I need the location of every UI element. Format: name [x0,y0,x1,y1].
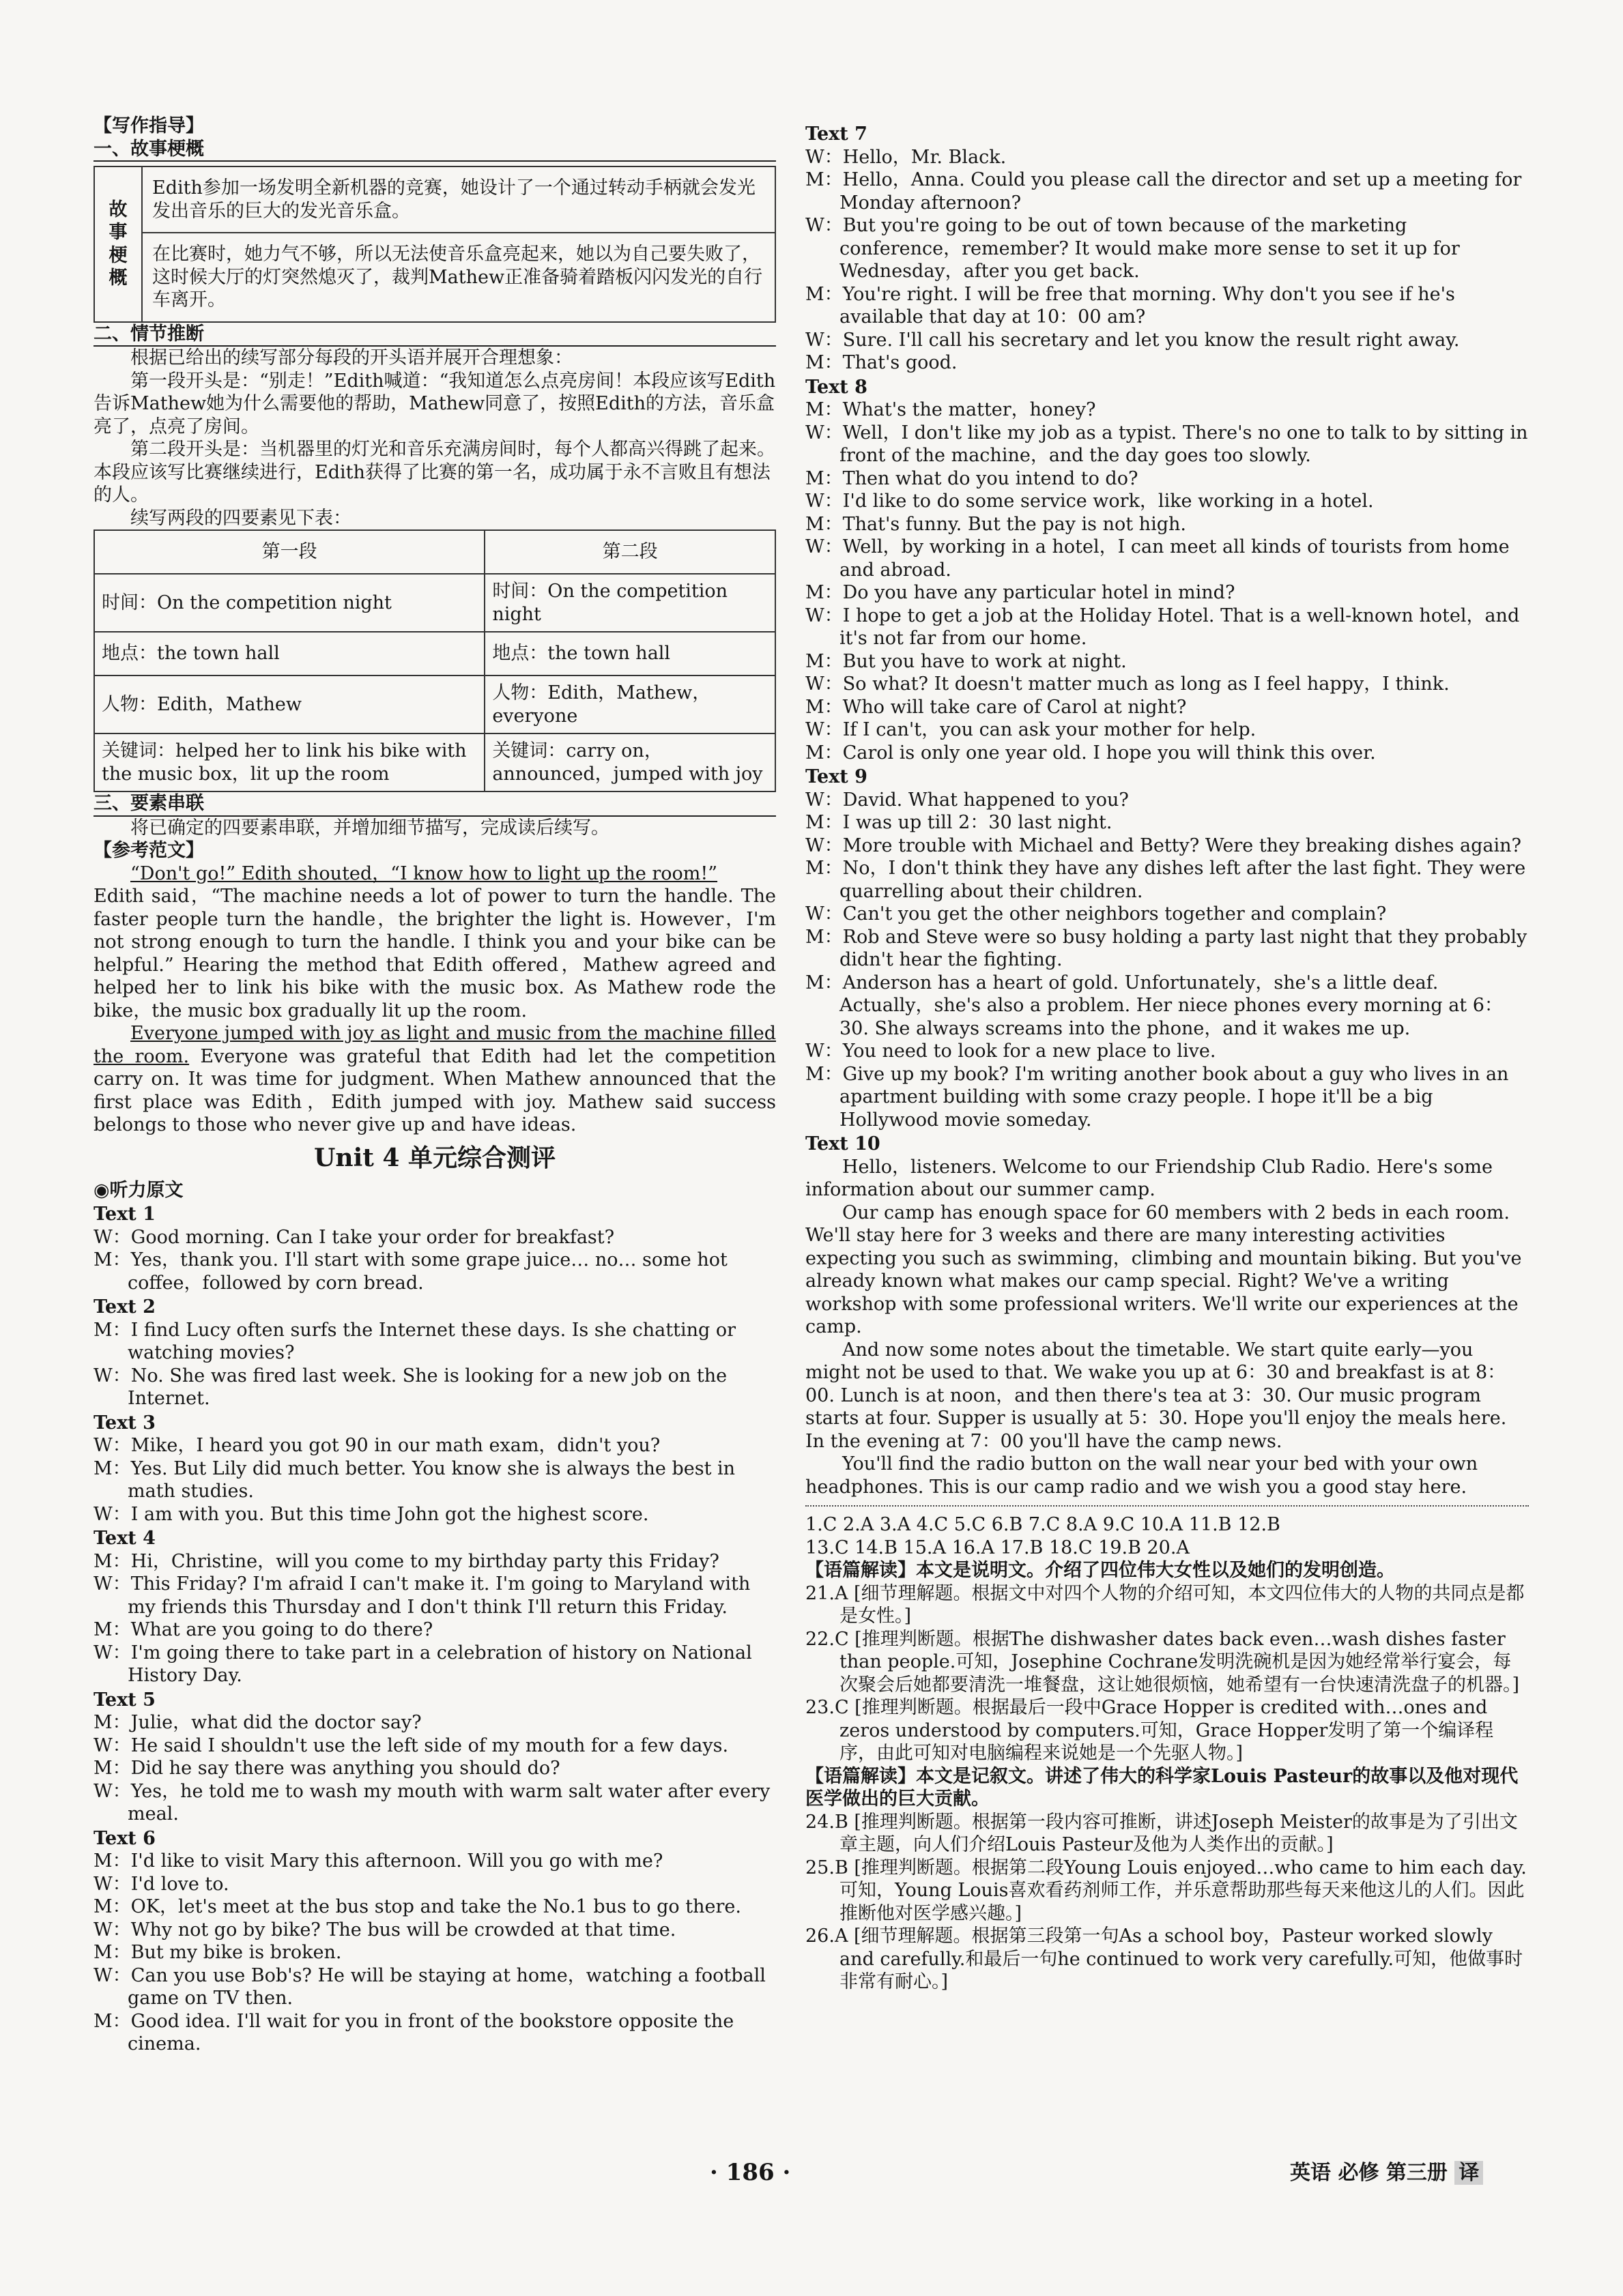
section-combine-heading: 三、要素串联 [94,792,776,817]
book-label [1290,2162,1483,2185]
elements-cell: 时间：On the competition night [485,574,775,632]
dialogue-line: W：Can you use Bob's? He will be staying at home，watching a football game on TV then. [94,1964,766,2009]
dialogue-line: M：I find Lucy often surfs the Internet these days. Is she chatting or watching movies? [94,1319,736,1363]
edition-badge: 译 [1454,2161,1483,2185]
sample-para-1: Edith said，“The machine needs a lot of power to turn the handle. The faster people turn the handle，the brighter the light is. However，I'm not strong enough to turn the handle. I think you and your bike can be helpful.” Hearing the method that Edith offered，Mathew agreed and helped her to link his bike with the music box. As Mathew rode the bike，the music box gradually lit up the room. [94,886,776,1021]
dialogue-line: M：Yes. But Lily did much better. You know she is always the best in math studies. [94,1457,736,1502]
analysis-2-text: 本文是记叙文。讲述了伟大的科学家Louis Pasteur的故事以及他对现代医学做出的巨大贡献。 [805,1765,1519,1810]
listening-text-title: Text 1 [94,1204,156,1225]
dialogue-line: W：He said I shouldn't use the left side of my mouth for a few days. [94,1734,729,1756]
dialogue-line: M：What's the matter，honey? [805,399,1096,420]
dialogue-line: M：Rob and Steve were so busy holding a party last night that they probably didn't hear the fighting. [805,926,1527,970]
listening-texts-left [94,1203,776,2056]
text10-title: Text 10 [805,1133,880,1154]
combine-para: 将已确定的四要素串联，并增加细节描写，完成读后续写。 [130,817,609,839]
dialogue-line: M：What are you going to do there? [94,1619,433,1640]
dialogue-line: W：Why not go by bike? The bus will be crowded at that time. [94,1919,676,1941]
text10-paragraph: Our camp has enough space for 60 members with 2 beds in each room. We'll stay here for 3 weeks and there are many interesting activities expecting you such as swimming，climbing and mountain biking. But you've already known what makes our camp special. Right? We've a writing workshop with some professional writers. We'll write our experiences at the camp. [805,1202,1522,1337]
answers-line-2: 13.C 14.B 15.A 16.A 17.B 18.C 19.B 20.A [805,1537,1190,1558]
dialogue-line: M：Yes，thank you. I'll start with some grape juice… no… some hot coffee，followed by corn bread. [94,1249,728,1294]
sample-para-1-start [94,862,776,886]
dialogue-line: W：But you're going to be out of town because of the marketing conference，remember? It would make more sense to set it up for Wednesday，after you get back. [805,215,1460,282]
analysis-1 [805,1559,1529,1582]
dialogue-line: W：I'd love to. [94,1873,229,1895]
elements-cell: 关键词：helped her to link his bike with the music box，lit up the room [94,733,485,791]
listening-text-title: Text 5 [94,1689,156,1711]
text10-body [805,1156,1529,1499]
sample-underlined-1: “Don't go!” Edith shouted，“I know how to light up the room!” [130,862,718,884]
elements-cell: 人物：Edith，Mathew，everyone [485,675,775,733]
listening-text-title: Text 6 [94,1827,156,1849]
elements-head-1: 第一段 [94,530,485,574]
text10-paragraph: You'll find the radio button on the wall near your bed with your own headphones. This is our camp radio and we wish you a good stay here. [805,1453,1478,1498]
answer-26: 26.A [细节理解题。根据第三段第一句As a school boy，Pasteur worked slowly and carefully.和最后一句he continued to work very carefully.可知，他做事时非常有耐心。] [805,1926,1523,1992]
left-column [94,115,776,2056]
dialogue-line: W：So what? It doesn't matter much as long as I feel happy，I think. [805,673,1450,695]
sample-para-2 [94,1022,776,1137]
dialogue-line: M：Hello，Anna. Could you please call the director and set up a meeting for Monday afternoon? [805,169,1522,214]
listening-heading: ◉听力原文 [94,1179,184,1201]
dialogue-line: M：OK，let's meet at the bus stop and take the No.1 bus to go there. [94,1896,741,1917]
dialogue-line: M：That's funny. But the pay is not high. [805,513,1186,535]
section-story-heading: 一、故事梗概 [94,138,776,162]
dialogue-line: W：I hope to get a job at the Holiday Hotel. That is a well-known hotel，and it's not far from our home. [805,605,1520,649]
text10-paragraph: And now some notes about the timetable. We start quite early—you might not be used to that. We wake you up at 6：30 and breakfast is at 8：00. Lunch is at noon，and then there's tea at 3：30. Our music program starts at four. Supper is usually at 5：30. Hope you'll enjoy the meals here. In the evening at 7：00 you'll have the camp news. [805,1339,1507,1452]
dialogue-line: M：But you have to work at night. [805,650,1127,672]
dialogue-line: M：Who will take care of Carol at night? [805,696,1187,718]
dialogue-line: W：Good morning. Can I take your order for breakfast? [94,1226,615,1248]
dialogue-line: W：This Friday? I'm afraid I can't make it. I'm going to Maryland with my friends this Thursday and I don't think I'll return this Friday. [94,1573,751,1618]
story-cell-1: Edith参加一场发明全新机器的竞赛，她设计了一个通过转动手柄就会发光发出音乐的巨大的发光音乐盒。 [142,166,775,233]
listening-text-title: Text 7 [805,123,867,145]
dotted-divider [805,1505,1529,1507]
plot-intro: 根据已给出的续写部分每段的开头语并展开合理想象： [130,347,573,368]
dialogue-line: M：Anderson has a heart of gold. Unfortunately，she's a little deaf. Actually，she's also a problem. Her niece phones every morning at 6：30. She always screams into the phone，and it wakes me up. [805,972,1503,1039]
dialogue-line: M：Did he say there was anything you should do? [94,1758,560,1779]
elements-cell: 时间：On the competition night [94,574,485,632]
dialogue-line: W：More trouble with Michael and Betty? Were they breaking dishes again? [805,834,1521,856]
answers-line-1: 1.C 2.A 3.A 4.C 5.C 6.B 7.C 8.A 9.C 10.A 11.B 12.B [805,1514,1280,1535]
dialogue-line: W：I'm going there to take part in a celebration of history on National History Day. [94,1642,752,1686]
answer-22: 22.C [推理判断题。根据The dishwasher dates back even…wash dishes faster than people.可知，Josephine Cochrane发明洗碗机是因为她经常举行宴会，每次聚会后她都要清洗一堆餐盘，这让她很烦恼，她希望有一台快速清洗盘子的机器。] [805,1628,1520,1696]
dialogue-line: W：You need to look for a new place to live. [805,1041,1216,1062]
dialogue-line: W：I'd like to do some service work，like working in a hotel. [805,491,1374,512]
answer-21: 21.A [细节理解题。根据文中对四个人物的介绍可知，本文四位伟大的人物的共同点是都是女性。] [805,1582,1525,1627]
listening-text-title: Text 4 [94,1528,156,1549]
book-title: 英语 必修 第三册 [1290,2161,1448,2185]
listening-text-title: Text 3 [94,1412,156,1434]
dialogue-line: W：Hello，Mr. Black. [805,146,1007,168]
listening-text-title: Text 2 [94,1296,156,1318]
elements-head-2: 第二段 [485,530,775,574]
elements-cell: 人物：Edith，Mathew [94,675,485,733]
sample-underlined-2: Everyone jumped with joy as light and music from the machine filled the room. [94,1023,776,1067]
analysis-2-tag: 【语篇解读】 [805,1765,916,1787]
listening-texts-right [805,123,1529,1131]
dialogue-line: W：No. She was fired last week. She is looking for a new job on the Internet. [94,1365,728,1409]
dialogue-line: M：But my bike is broken. [94,1942,342,1963]
analysis-2 [805,1765,1529,1811]
dialogue-line: W：I am with you. But this time John got the highest score. [94,1503,649,1525]
elements-cell: 地点：the town hall [94,632,485,675]
page-number: · 186 · [710,2159,791,2186]
sample-essay-tag: 【参考范文】 [94,840,204,861]
elements-cell: 地点：the town hall [485,632,775,675]
section-plot-heading: 二、情节推断 [94,323,776,347]
dialogue-line: M：I'd like to visit Mary this afternoon. Will you go with me? [94,1850,663,1872]
dialogue-line: M：I was up till 2：30 last night. [805,812,1112,833]
dialogue-line: W：Sure. I'll call his secretary and let you know the result right away. [805,329,1460,351]
dialogue-line: M：You're right. I will be free that morning. Why don't you see if he's available that day at 10：00 am? [805,283,1455,328]
story-cell-2: 在比赛时，她力气不够，所以无法使音乐盒亮起来，她以为自己要失败了，这时候大厅的灯突然熄灭了，裁判Mathew正准备骑着踏板闪闪发光的自行车离开。 [142,233,775,322]
dialogue-line: M：Do you have any particular hotel in mind? [805,582,1235,603]
story-label: 故事梗概 [94,166,142,322]
plot-para-1: 第一段开头是：“别走！”Edith喊道：“我知道怎么点亮房间！本段应该写Edith告诉Mathew她为什么需要他的帮助，Mathew同意了，按照Edith的方法，音乐盒亮了，点亮了房间。 [94,370,776,437]
answer-23: 23.C [推理判断题。根据最后一段中Grace Hopper is credited with…ones and zeros understood by computers.可知，Grace Hopper发明了第一个编译程序，由此可知对电脑编程来说她是一个先驱人物。] [805,1697,1494,1764]
dialogue-line: M：That's good. [805,352,958,373]
writing-guide-tag: 【写作指导】 [94,115,204,136]
dialogue-line: M：Julie，what did the doctor say? [94,1712,422,1733]
listening-text-title: Text 9 [805,766,867,787]
dialogue-line: W：If I can't，you can ask your mother for help. [805,719,1256,740]
dialogue-line: M：Give up my book? I'm writing another book about a guy who lives in an apartment building with some crazy people. I hope it'll be a big Hollywood movie someday. [805,1063,1509,1131]
right-column [805,121,1529,1994]
dialogue-line: M：Good idea. I'll wait for you in front of the bookstore opposite the cinema. [94,2010,734,2054]
dialogue-line: W：David. What happened to you? [805,789,1129,811]
dialogue-line: W：Mike，I heard you got 90 in our math exam，didn't you? [94,1435,661,1456]
elements-cell: 关键词：carry on，announced，jumped with joy [485,733,775,791]
dialogue-line: M：Then what do you intend to do? [805,467,1138,489]
plot-para-2: 第二段开头是：当机器里的灯光和音乐充满房间时，每个人都高兴得跳了起来。本段应该写比赛继续进行，Edith获得了比赛的第一名，成功属于永不言败且有想法的人。 [94,439,775,506]
listening-text-title: Text 8 [805,376,867,398]
dialogue-line: M：Carol is only one year old. I hope you will think this over. [805,742,1376,764]
sample-para-2-rest: Everyone was grateful that Edith had let the competition carry on. It was time for judgment. When Mathew announced that the first place was Edith，Edith jumped with joy. Mathew said success belongs to those who never give up and have ideas. [94,1045,776,1135]
plot-table-intro: 续写两段的四要素见下表： [130,507,351,529]
elements-table [94,529,776,792]
dialogue-line: W：Well，I don't like my job as a typist. There's no one to talk to by sitting in front of the machine，and the day goes too slowly. [805,422,1528,466]
answer-25: 25.B [推理判断题。根据第二段Young Louis enjoyed…who came to him each day.可知，Young Louis喜欢看药剂师工作，并乐意帮助那些每天来他这儿的人们。因此推断他对医学感兴趣。] [805,1857,1527,1924]
analysis-1-tag: 【语篇解读】 [805,1560,916,1581]
unit-title: Unit 4 单元综合测评 [314,1143,556,1172]
text10-paragraph: Hello，listeners. Welcome to our Friendship Club Radio. Here's some information about our summer camp. [805,1156,1493,1200]
dialogue-line: W：Can't you get the other neighbors together and complain? [805,903,1387,925]
analysis-1-text: 本文是说明文。介绍了四位伟大女性以及她们的发明创造。 [916,1560,1395,1581]
answer-24: 24.B [推理判断题。根据第一段内容可推断，讲述Joseph Meister的故事是为了引出文章主题，向人们介绍Louis Pasteur及他为人类作出的贡献。] [805,1811,1518,1855]
dialogue-line: M：No，I don't think they have any dishes left after the last fight. They were quarrelling about their children. [805,858,1526,902]
dialogue-line: W：Yes，he told me to wash my mouth with warm salt water after every meal. [94,1780,771,1825]
story-table [94,166,776,323]
dialogue-line: W：Well，by working in a hotel，I can meet all kinds of tourists from home and abroad. [805,536,1510,581]
dialogue-line: M：Hi，Christine，will you come to my birthday party this Friday? [94,1550,719,1572]
